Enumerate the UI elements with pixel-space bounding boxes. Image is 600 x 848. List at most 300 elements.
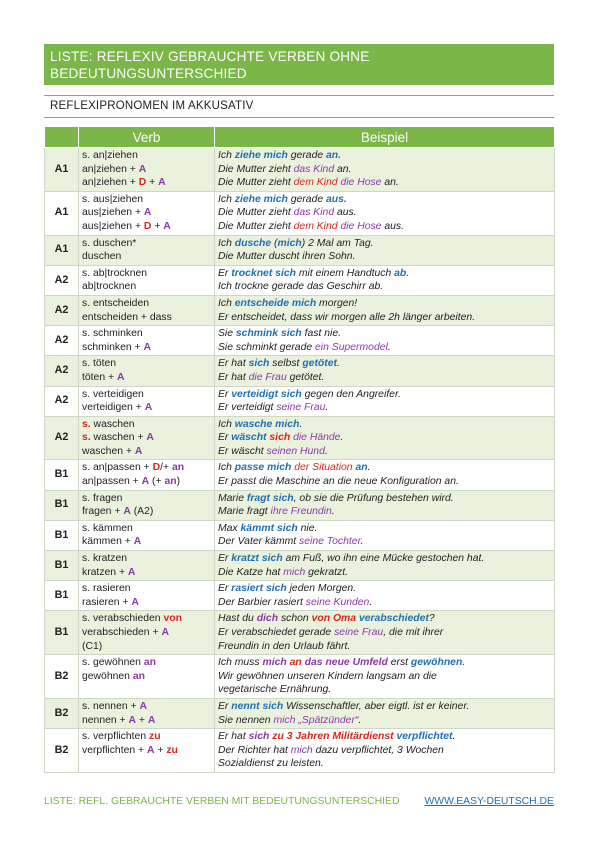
cell-line	[82, 418, 211, 432]
cell-line	[218, 656, 551, 670]
cell-line	[218, 388, 551, 402]
text-segment: wasche mich	[234, 418, 300, 430]
cell-line	[218, 431, 551, 445]
verb-cell	[79, 356, 215, 386]
text-segment: kämmen +	[82, 536, 134, 548]
example-cell	[215, 698, 555, 728]
text-segment: sich	[269, 432, 291, 444]
text-segment: ihre Freundin	[270, 506, 332, 518]
text-segment: fragt sich	[246, 492, 294, 504]
text-segment: selbst	[269, 358, 303, 370]
cell-line	[218, 582, 551, 596]
text-segment: Ich	[218, 193, 235, 205]
cell-line	[82, 388, 211, 402]
table-row	[45, 356, 555, 386]
text-segment: Max	[218, 522, 241, 534]
verb-cell	[79, 148, 215, 192]
text-segment: Marie	[218, 492, 247, 504]
cell-line	[82, 341, 211, 355]
cell-line	[82, 730, 211, 744]
text-segment: vegetarische Ernährung.	[218, 684, 332, 696]
verb-cell	[79, 520, 215, 550]
text-segment: A	[127, 566, 136, 578]
level-cell: A2	[45, 326, 79, 356]
cell-line	[218, 445, 551, 459]
table-row	[45, 265, 555, 295]
text-segment: schon	[278, 613, 312, 625]
verb-table	[44, 126, 555, 773]
text-segment: , ob sie die Prüfung bestehen wird.	[293, 492, 454, 504]
cell-line	[218, 492, 551, 506]
text-segment: aus.	[334, 207, 357, 219]
example-cell	[215, 356, 555, 386]
text-segment: s.	[82, 432, 91, 444]
text-segment: Die Mutter zieht	[218, 177, 294, 189]
text-segment: s. an|passen +	[82, 462, 153, 474]
cell-line	[218, 612, 551, 626]
text-segment: , die mit ihrer	[383, 627, 444, 638]
text-segment: s. ab|trocknen	[82, 267, 148, 279]
cell-line	[218, 341, 551, 355]
cell-line	[82, 656, 211, 670]
cell-line	[82, 714, 211, 728]
level-cell: B2	[45, 698, 79, 728]
text-segment: an	[289, 657, 302, 669]
cell-line	[82, 193, 211, 207]
text-segment: A	[163, 220, 171, 232]
example-cell	[215, 460, 555, 490]
cell-line	[218, 327, 551, 341]
text-segment: .	[452, 731, 456, 743]
text-segment: Ich muss	[218, 657, 263, 669]
level-cell: A2	[45, 356, 79, 386]
text-segment: aus.	[381, 220, 404, 232]
text-segment: Ich	[218, 150, 235, 161]
table-row	[45, 460, 555, 490]
text-segment: .	[325, 402, 329, 414]
text-segment: s. verteidigen	[82, 388, 144, 400]
example-cell	[215, 265, 555, 295]
table-row	[45, 326, 555, 356]
verb-cell	[79, 265, 215, 295]
level-cell: B1	[45, 490, 79, 520]
cell-line	[82, 267, 211, 281]
text-segment: Ich	[218, 418, 235, 430]
text-segment: seine Frau	[334, 627, 384, 638]
text-segment: an	[164, 476, 177, 488]
cell-line	[82, 445, 211, 459]
text-segment: Sozialdienst zu leisten.	[218, 758, 324, 770]
level-cell: B1	[45, 520, 79, 550]
cell-line	[218, 730, 551, 744]
verb-cell	[79, 326, 215, 356]
cell-line	[82, 640, 211, 654]
verb-cell	[79, 490, 215, 520]
level-cell: B2	[45, 729, 79, 773]
text-segment: Der Vater kämmt	[218, 536, 300, 548]
text-segment: die Hände	[293, 432, 341, 444]
table-row	[45, 386, 555, 416]
verb-cell	[79, 698, 215, 728]
verb-cell	[79, 386, 215, 416]
footer	[44, 796, 554, 807]
table-row	[45, 581, 555, 611]
level-cell: B1	[45, 551, 79, 581]
verb-cell	[79, 729, 215, 773]
text-segment: „Spätzünder“	[298, 714, 359, 726]
text-segment: das Kind	[293, 163, 335, 175]
text-segment: A	[161, 627, 169, 638]
text-segment: gewöhnen	[82, 670, 133, 682]
text-segment: s. töten	[82, 358, 117, 370]
text-segment: dem Kind	[293, 177, 338, 189]
cell-line	[82, 744, 211, 758]
cell-line	[82, 176, 211, 190]
cell-line	[218, 297, 551, 311]
level-cell: A1	[45, 148, 79, 192]
text-segment: Er hat	[218, 371, 249, 383]
text-segment: Hast du	[218, 613, 257, 625]
cell-line	[218, 176, 551, 190]
text-segment: .	[462, 657, 466, 669]
cell-line	[218, 371, 551, 385]
text-segment: fragen +	[82, 506, 124, 518]
text-segment: aus.	[326, 193, 347, 205]
text-segment: an	[171, 462, 185, 474]
text-segment: das Kind	[293, 207, 335, 219]
text-segment: mich	[283, 566, 306, 578]
text-segment: duschen	[82, 251, 122, 263]
cell-line	[82, 700, 211, 714]
text-segment: ziehe mich	[234, 193, 288, 205]
cell-line	[218, 237, 551, 251]
cell-line	[82, 596, 211, 610]
text-segment: s. nennen +	[82, 700, 140, 712]
table-row	[45, 520, 555, 550]
footer-website-link[interactable]: WWW.EASY-DEUTSCH.DE	[424, 796, 554, 807]
cell-line	[218, 401, 551, 415]
text-segment: ein Supermodel	[315, 341, 388, 353]
text-segment: s. an|ziehen	[82, 150, 138, 161]
text-segment: Er verteidigt	[218, 402, 277, 414]
text-segment: seine Tochter	[299, 536, 361, 548]
text-segment: rasiert sich	[231, 583, 287, 595]
text-segment: .	[406, 267, 410, 279]
text-segment: A	[139, 700, 147, 712]
cell-line	[82, 401, 211, 415]
text-segment: s. kämmen	[82, 522, 133, 534]
cell-line	[218, 193, 551, 207]
text-segment: A	[143, 207, 152, 219]
text-segment: entscheide mich	[234, 297, 317, 309]
cell-line	[82, 149, 211, 163]
example-cell	[215, 386, 555, 416]
text-segment: nie.	[297, 522, 318, 534]
text-segment: trocknet sich	[231, 267, 296, 279]
text-segment: verabschiedet	[358, 613, 429, 625]
example-cell	[215, 611, 555, 655]
example-cell	[215, 416, 555, 460]
text-segment: +	[136, 714, 148, 726]
text-segment: schminken +	[82, 341, 144, 353]
text-segment: nennen +	[82, 714, 129, 726]
cell-line	[82, 552, 211, 566]
text-segment: .	[331, 506, 335, 518]
text-segment: nennt sich	[231, 700, 284, 712]
text-segment: Ich trockne gerade das Geschirr ab.	[218, 281, 384, 293]
text-segment: A	[134, 445, 143, 457]
cell-line	[82, 535, 211, 549]
verb-cell	[79, 611, 215, 655]
cell-line	[82, 505, 211, 519]
cell-line	[82, 371, 211, 385]
cell-line	[218, 267, 551, 281]
level-cell: A2	[45, 416, 79, 460]
text-segment: an.	[334, 163, 352, 175]
text-segment: D	[138, 177, 147, 189]
text-segment: ?	[428, 613, 435, 625]
text-segment: .	[324, 445, 328, 457]
text-segment: gerade	[287, 150, 327, 161]
text-segment: schmink sich	[235, 328, 302, 340]
text-segment: an|ziehen +	[82, 163, 139, 175]
cell-line	[218, 626, 551, 640]
text-segment: verpflichten +	[82, 744, 147, 756]
text-segment: waschen +	[90, 432, 147, 444]
footer-related-list-link[interactable]: LISTE: REFL. GEBRAUCHTE VERBEN MIT BEDEUTUNGSUNTERSCHIED	[44, 796, 400, 807]
text-segment: Der Richter hat	[218, 744, 291, 756]
text-segment: (A2)	[130, 506, 154, 518]
verb-cell	[79, 295, 215, 325]
text-segment: Freundin in den Urlaub fährt.	[218, 640, 351, 652]
cell-line	[218, 670, 551, 684]
text-segment: Er passt die Maschine an die neue Konfiguration an.	[218, 476, 459, 488]
text-segment: das neue Umfeld	[304, 657, 388, 669]
header-verb: Verb	[79, 127, 215, 148]
text-segment: Ich	[218, 462, 235, 474]
level-cell: B1	[45, 581, 79, 611]
text-segment: Er entscheidet, dass wir morgen alle 2h länger arbeiten.	[218, 311, 476, 323]
text-segment: töten +	[82, 371, 117, 383]
cell-line	[218, 714, 551, 728]
example-cell	[215, 191, 555, 235]
table-row	[45, 551, 555, 581]
title-line-1: LISTE: REFLEXIV GEBRAUCHTE VERBEN OHNE	[50, 49, 370, 64]
cell-line	[218, 163, 551, 177]
text-segment: die Hose	[340, 220, 382, 232]
cell-line	[218, 206, 551, 220]
cell-line	[218, 522, 551, 536]
cell-line	[82, 582, 211, 596]
text-segment: )	[176, 476, 181, 488]
text-segment: gerade	[287, 193, 327, 205]
text-segment: Die Mutter zieht	[218, 207, 294, 219]
text-segment: s. duschen*	[82, 237, 137, 249]
cell-line	[218, 418, 551, 432]
text-segment: Ich	[218, 297, 235, 309]
text-segment: A	[131, 596, 139, 608]
text-segment: .	[367, 462, 371, 474]
level-cell: A2	[45, 295, 79, 325]
text-segment: verabschieden +	[82, 627, 162, 638]
cell-line	[218, 357, 551, 371]
text-segment: ab|trocknen	[82, 281, 137, 293]
text-segment: .	[358, 714, 362, 726]
table-row	[45, 191, 555, 235]
verb-cell	[79, 416, 215, 460]
text-segment: wäscht	[231, 432, 270, 444]
text-segment: entscheiden + dass	[82, 311, 172, 323]
text-segment: gegen den Angreifer.	[301, 388, 401, 400]
cell-line	[82, 357, 211, 371]
text-segment: +	[146, 177, 159, 189]
text-segment: passe mich	[234, 462, 292, 474]
text-segment: D	[152, 462, 161, 474]
text-segment: .	[369, 596, 373, 608]
text-segment: waschen	[90, 418, 135, 430]
text-segment: an	[132, 670, 145, 682]
verb-cell	[79, 235, 215, 265]
cell-line	[218, 566, 551, 580]
text-segment: Er	[218, 388, 232, 400]
cell-line	[218, 149, 551, 163]
text-segment: seine Kunden	[305, 596, 370, 608]
text-segment: A	[141, 476, 150, 488]
text-segment: Er	[218, 267, 232, 279]
text-segment: Marie fragt	[218, 506, 271, 518]
cell-line	[82, 250, 211, 264]
text-segment: zu	[166, 744, 178, 756]
text-segment: ) 2 Mal am Tag.	[301, 237, 374, 249]
title-line-2: BEDEUTUNGSUNTERSCHIED	[50, 66, 247, 81]
cell-line	[82, 522, 211, 536]
text-segment: Wir gewöhnen unseren Kindern langsam an die	[218, 670, 437, 682]
level-cell: B1	[45, 611, 79, 655]
text-segment: Er	[218, 700, 232, 712]
text-segment: s. verabschieden	[82, 613, 164, 625]
example-cell	[215, 235, 555, 265]
cell-line	[218, 280, 551, 294]
text-segment: kratzt sich	[231, 553, 283, 565]
cell-line	[82, 220, 211, 234]
cell-line	[218, 220, 551, 234]
text-segment: verteidigt sich	[231, 388, 302, 400]
text-segment: A	[147, 714, 156, 726]
cell-line	[82, 475, 211, 489]
text-segment: s. gewöhnen	[82, 657, 144, 669]
cell-line	[82, 297, 211, 311]
table-header-row	[45, 127, 555, 148]
text-segment: die Frau	[248, 371, 287, 383]
cell-line	[218, 683, 551, 697]
table-row	[45, 611, 555, 655]
cell-line	[82, 431, 211, 445]
cell-line	[218, 535, 551, 549]
text-segment: morgen!	[316, 297, 358, 309]
verb-cell	[79, 551, 215, 581]
section-subtitle: REFLEXIPRONOMEN IM AKKUSATIV	[44, 95, 554, 118]
example-cell	[215, 581, 555, 611]
text-segment: mich	[273, 714, 296, 726]
text-segment: zu	[272, 731, 284, 743]
text-segment: seine Frau	[276, 402, 326, 414]
text-segment: an|ziehen +	[82, 177, 139, 189]
text-segment: s. aus|ziehen	[82, 193, 144, 205]
table-row	[45, 655, 555, 699]
cell-line	[218, 505, 551, 519]
text-segment: Die Mutter duscht ihren Sohn.	[218, 251, 356, 263]
text-segment: A	[123, 506, 131, 518]
example-cell	[215, 729, 555, 773]
text-segment: mich	[277, 237, 302, 249]
text-segment: am Fuß, wo ihn eine Mücke gestochen hat.	[282, 553, 485, 565]
text-segment: .	[299, 418, 303, 430]
text-segment: Sie nennen	[218, 714, 274, 726]
text-segment: /+	[160, 462, 172, 474]
text-segment: s.	[82, 418, 91, 430]
header-example: Beispiel	[215, 127, 555, 148]
text-segment: erst	[387, 657, 411, 669]
text-segment: an|passen +	[82, 476, 142, 488]
verb-cell	[79, 581, 215, 611]
text-segment: s. schminken	[82, 328, 143, 340]
text-segment: dusche	[234, 237, 272, 249]
example-cell	[215, 326, 555, 356]
text-segment: Die Katze hat	[218, 566, 284, 578]
level-cell: B1	[45, 460, 79, 490]
text-segment: s. entscheiden	[82, 297, 150, 309]
text-segment: .	[387, 341, 391, 353]
text-segment: .	[336, 358, 340, 370]
cell-line	[82, 566, 211, 580]
text-segment: D	[143, 220, 152, 232]
example-cell	[215, 655, 555, 699]
cell-line	[82, 327, 211, 341]
cell-line	[218, 475, 551, 489]
cell-line	[218, 250, 551, 264]
cell-line	[218, 461, 551, 475]
table-body	[45, 148, 555, 773]
level-cell: B2	[45, 655, 79, 699]
cell-line	[82, 206, 211, 220]
cell-line	[82, 492, 211, 506]
page-title	[44, 44, 554, 85]
table-row	[45, 295, 555, 325]
table-row	[45, 235, 555, 265]
text-segment: Ich	[218, 237, 235, 249]
text-segment: kratzen +	[82, 566, 128, 578]
table-row	[45, 416, 555, 460]
text-segment: dem Kind	[293, 220, 338, 232]
example-cell	[215, 551, 555, 581]
cell-line	[82, 670, 211, 684]
text-segment: s. fragen	[82, 492, 123, 504]
cell-line	[218, 700, 551, 714]
text-segment: A	[116, 371, 125, 383]
text-segment: der Situation	[294, 462, 353, 474]
text-segment: ziehe mich	[234, 150, 288, 161]
text-segment: fast nie.	[301, 328, 342, 340]
text-segment: A	[143, 341, 152, 353]
page	[44, 44, 554, 773]
text-segment: Er hat	[218, 731, 249, 743]
text-segment: an	[355, 462, 368, 474]
text-segment: Der Barbier rasiert	[218, 596, 306, 608]
text-segment: Die Mutter zieht	[218, 163, 294, 175]
text-segment: 3 Jahren Militärdienst	[286, 731, 394, 743]
text-segment: .	[360, 536, 364, 548]
text-segment: mich	[290, 744, 313, 756]
